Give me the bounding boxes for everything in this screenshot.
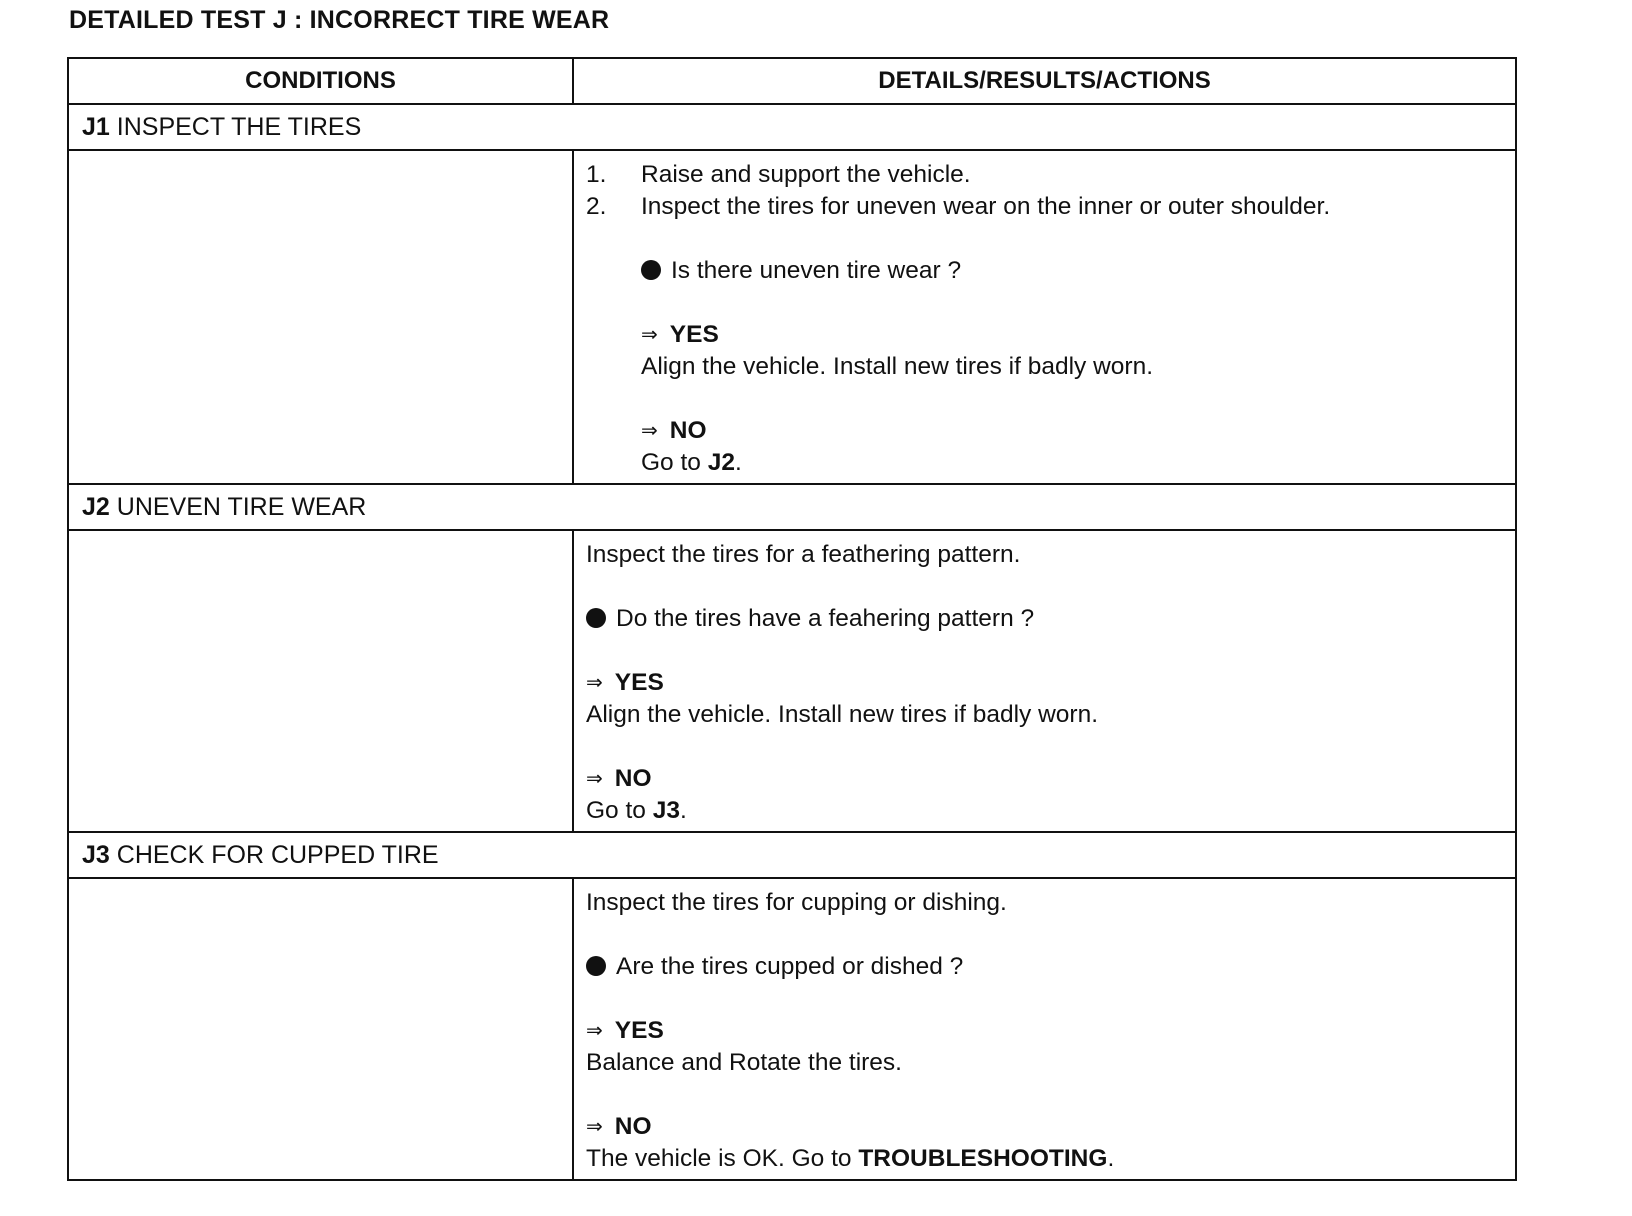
yes-line [586, 1015, 1505, 1047]
no-action-suffix: . [680, 797, 687, 824]
intro-text: Inspect the tires for a feathering pattern. [586, 541, 1021, 568]
no-action-suffix: . [1107, 1145, 1115, 1172]
no-action-prefix: Go to [641, 449, 708, 476]
step-row-j3 [68, 832, 1516, 878]
yes-line [586, 667, 1505, 699]
question-text: Is there uneven tire wear ? [671, 257, 962, 284]
instruction-item [586, 159, 1505, 191]
conditions-header: CONDITIONS [68, 58, 573, 104]
no-action-suffix: . [735, 449, 742, 476]
arrow-right-icon: ⇒ [586, 1020, 603, 1042]
question-text: Are the tires cupped or dished ? [616, 953, 964, 980]
yes-label: YES [669, 321, 719, 348]
no-label: NO [614, 1113, 652, 1140]
no-label: NO [669, 417, 707, 444]
yes-action: Balance and Rotate the tires. [586, 1049, 902, 1076]
step-code: J3 [82, 840, 110, 869]
step-heading-j2 [68, 484, 1516, 530]
yes-action: Align the vehicle. Install new tires if badly worn. [586, 701, 1099, 728]
test-table [67, 57, 1517, 1181]
details-cell [573, 530, 1516, 832]
details-cell [573, 150, 1516, 484]
arrow-right-icon: ⇒ [586, 768, 603, 790]
no-action [586, 1143, 1505, 1175]
arrow-right-icon: ⇒ [641, 420, 658, 442]
step-heading-j1 [68, 104, 1516, 150]
no-line [641, 415, 1505, 447]
step-name: UNEVEN TIRE WEAR [116, 492, 367, 521]
instruction-text: Inspect the tires for uneven wear on the inner or outer shoulder. [641, 193, 1331, 220]
step-code: J2 [82, 492, 110, 521]
yes-label: YES [614, 669, 664, 696]
instruction-item [586, 191, 1505, 223]
conditions-cell [68, 878, 573, 1180]
no-line [586, 1111, 1505, 1143]
step-code: J1 [82, 112, 110, 141]
step-row-j2 [68, 484, 1516, 530]
yes-label: YES [614, 1017, 664, 1044]
conditions-cell [68, 530, 573, 832]
yes-action: Align the vehicle. Install new tires if badly worn. [641, 353, 1154, 380]
step-row-j1 [68, 104, 1516, 150]
no-label: NO [614, 765, 652, 792]
arrow-right-icon: ⇒ [586, 672, 603, 694]
conditions-cell [68, 150, 573, 484]
intro-text: Inspect the tires for cupping or dishing. [586, 889, 1007, 916]
step-name: INSPECT THE TIRES [116, 112, 362, 141]
step-heading-j3 [68, 832, 1516, 878]
no-action [586, 795, 1505, 827]
details-header: DETAILS/RESULTS/ACTIONS [573, 58, 1516, 104]
arrow-right-icon: ⇒ [641, 324, 658, 346]
table-header-row [68, 58, 1516, 104]
question-line [586, 951, 1505, 983]
question-text: Do the tires have a feahering pattern ? [616, 605, 1035, 632]
arrow-right-icon: ⇒ [586, 1116, 603, 1138]
no-action-prefix: Go to [586, 797, 653, 824]
instruction-number: 2. [586, 193, 607, 220]
step-name: CHECK FOR CUPPED TIRE [116, 840, 439, 869]
no-line [586, 763, 1505, 795]
no-action-prefix: The vehicle is OK. Go to [586, 1145, 859, 1172]
bullet-icon [641, 260, 661, 280]
no-action-target: J2 [707, 449, 735, 476]
yes-line [641, 319, 1505, 351]
instruction-text: Raise and support the vehicle. [641, 161, 971, 188]
document-title: DETAILED TEST J : INCORRECT TIRE WEAR [69, 6, 610, 34]
instruction-number: 1. [586, 161, 607, 188]
step-body-j3 [68, 878, 1516, 1180]
question-line [586, 603, 1505, 635]
question-line [641, 255, 1505, 287]
bullet-icon [586, 956, 606, 976]
details-cell [573, 878, 1516, 1180]
no-action-target: TROUBLESHOOTING [858, 1145, 1108, 1172]
bullet-icon [586, 608, 606, 628]
step-body-j1 [68, 150, 1516, 484]
no-action-target: J3 [652, 797, 680, 824]
no-action [641, 447, 1505, 479]
step-body-j2 [68, 530, 1516, 832]
